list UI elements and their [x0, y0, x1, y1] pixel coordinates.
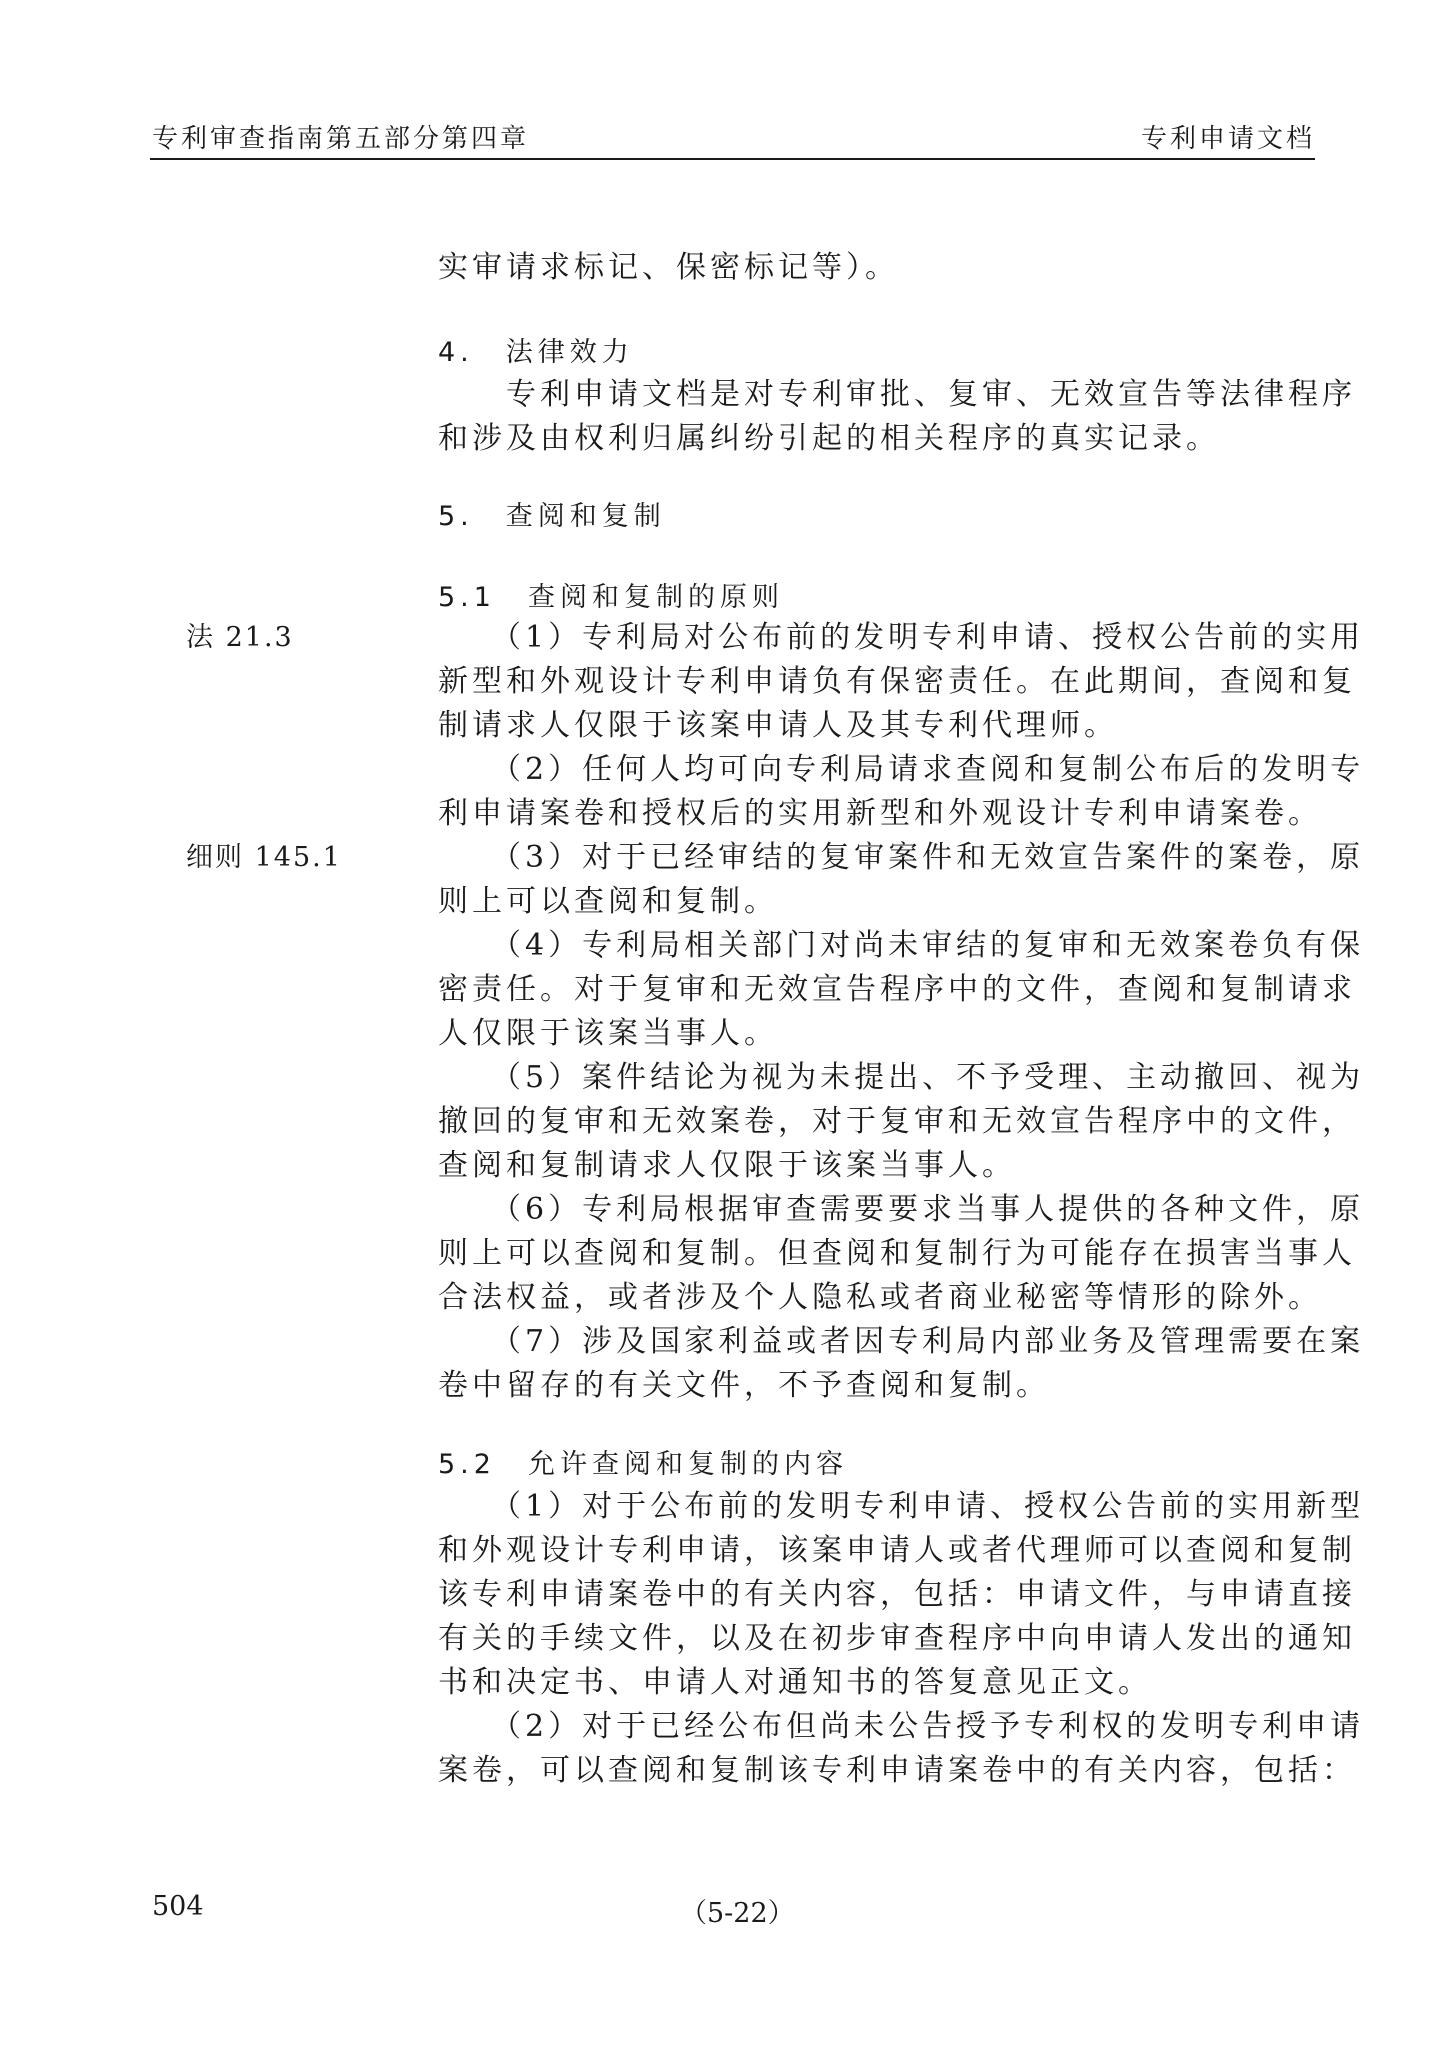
text-line: （2）任何人均可向专利局请求查阅和复制公布后的发明专 [438, 752, 1365, 787]
margin-note-law: 法 21.3 [186, 622, 294, 653]
text-line: （2）对于已经公布但尚未公告授予专利权的发明专利申请 [438, 1709, 1365, 1744]
section-heading-4: 4. 法律效力 [438, 337, 634, 368]
text-line: （7）涉及国家利益或者因专利局内部业务及管理需要在案 [438, 1324, 1365, 1359]
text-line: 和外观设计专利申请，该案申请人或者代理师可以查阅和复制 [438, 1533, 1356, 1568]
margin-note-rule: 细则 145.1 [186, 842, 342, 873]
text-line: （5）案件结论为视为未提出、不予受理、主动撤回、视为 [438, 1060, 1365, 1095]
text-line: 有关的手续文件，以及在初步审查程序中向申请人发出的通知 [438, 1621, 1356, 1656]
text-line: 卷中留存的有关文件，不予查阅和复制。 [438, 1368, 1050, 1403]
text-line: 制请求人仅限于该案申请人及其专利代理师。 [438, 708, 1118, 743]
text-line: （1）对于公布前的发明专利申请、授权公告前的实用新型 [438, 1489, 1365, 1524]
header-rule [150, 158, 1315, 160]
section-heading-5: 5. 查阅和复制 [438, 501, 666, 532]
page-header-right: 专利申请文档 [1140, 124, 1315, 154]
text-line: 人仅限于该案当事人。 [438, 1016, 778, 1051]
text-line: 专利申请文档是对专利审批、复审、无效宣告等法律程序 [438, 377, 1356, 412]
text-line: 密责任。对于复审和无效宣告程序中的文件，查阅和复制请求 [438, 972, 1356, 1007]
text-line: （4）专利局相关部门对尚未审结的复审和无效案卷负有保 [438, 928, 1365, 963]
text-line: 则上可以查阅和复制。但查阅和复制行为可能存在损害当事人 [438, 1236, 1356, 1271]
text-line: （3）对于已经审结的复审案件和无效宣告案件的案卷，原 [438, 840, 1365, 875]
footer-section-page: （5-22） [680, 1898, 795, 1929]
section-heading-5-2: 5.2 允许查阅和复制的内容 [438, 1449, 848, 1480]
text-line: 书和决定书、申请人对通知书的答复意见正文。 [438, 1665, 1152, 1700]
text-line: 实审请求标记、保密标记等）。 [438, 250, 899, 285]
text-line: 撤回的复审和无效案卷，对于复审和无效宣告程序中的文件， [438, 1104, 1356, 1139]
text-line: 则上可以查阅和复制。 [438, 884, 778, 919]
text-line: 该专利申请案卷中的有关内容，包括：申请文件，与申请直接 [438, 1577, 1356, 1612]
page-header-left: 专利审查指南第五部分第四章 [152, 124, 530, 154]
text-line: （6）专利局根据审查需要要求当事人提供的各种文件，原 [438, 1192, 1365, 1227]
section-heading-5-1: 5.1 查阅和复制的原则 [438, 582, 784, 613]
text-line: 查阅和复制请求人仅限于该案当事人。 [438, 1148, 1016, 1183]
text-line: 合法权益，或者涉及个人隐私或者商业秘密等情形的除外。 [438, 1280, 1322, 1315]
text-line: 和涉及由权利归属纠纷引起的相关程序的真实记录。 [438, 421, 1220, 456]
text-line: 利申请案卷和授权后的实用新型和外观设计专利申请案卷。 [438, 796, 1322, 831]
text-line: （1）专利局对公布前的发明专利申请、授权公告前的实用 [438, 620, 1365, 655]
text-line: 案卷，可以查阅和复制该专利申请案卷中的有关内容，包括： [438, 1753, 1356, 1788]
footer-page-number: 504 [152, 1891, 204, 1922]
text-line: 新型和外观设计专利申请负有保密责任。在此期间，查阅和复 [438, 664, 1356, 699]
